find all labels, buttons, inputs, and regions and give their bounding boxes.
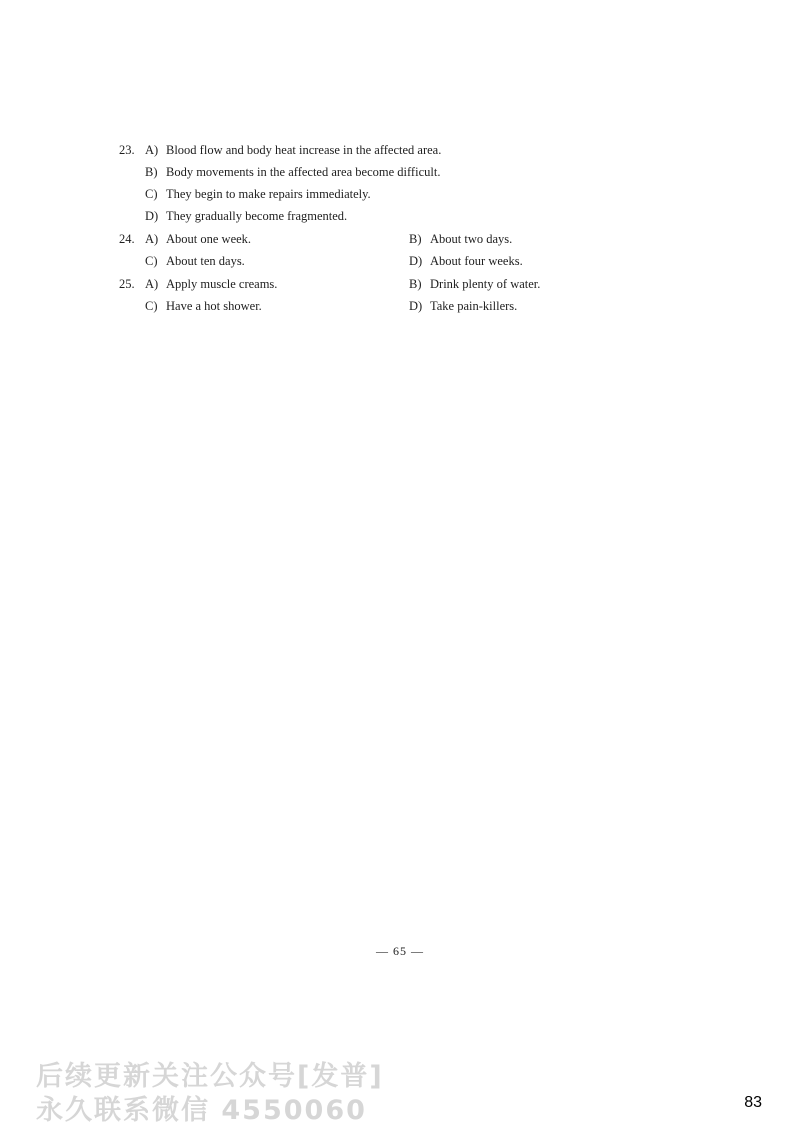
option-text: Have a hot shower. xyxy=(166,299,262,313)
watermark-line-1: 后续更新关注公众号[发普] xyxy=(36,1061,384,1092)
option-letter: D) xyxy=(409,299,423,313)
option-letter: B) xyxy=(409,277,422,291)
corner-page-number: 83 xyxy=(744,1094,762,1111)
option-text: About two days. xyxy=(430,232,513,246)
option-d xyxy=(409,296,517,316)
option-text: About one week. xyxy=(166,232,252,246)
question-list xyxy=(0,0,800,340)
option-c xyxy=(145,251,245,271)
option-d xyxy=(145,206,347,226)
question-number: 24. xyxy=(119,232,135,246)
watermark xyxy=(36,1060,384,1128)
option-letter: C) xyxy=(145,254,158,268)
option-text: They gradually become fragmented. xyxy=(166,209,348,223)
option-letter: A) xyxy=(145,232,159,246)
watermark-line-2: 永久联系微信 4550060 xyxy=(36,1095,367,1126)
option-text: They begin to make repairs immediately. xyxy=(166,187,371,201)
option-letter: A) xyxy=(145,277,159,291)
option-text: Drink plenty of water. xyxy=(430,277,541,291)
option-c xyxy=(145,296,262,316)
option-b xyxy=(409,229,512,249)
option-a xyxy=(145,140,441,160)
option-a xyxy=(145,274,277,294)
option-text: About ten days. xyxy=(166,254,245,268)
option-text: Apply muscle creams. xyxy=(166,277,278,291)
option-d xyxy=(409,251,523,271)
option-letter: B) xyxy=(145,165,158,179)
option-letter: D) xyxy=(409,254,423,268)
option-text: Body movements in the affected area become difficult. xyxy=(166,165,441,179)
option-c xyxy=(145,184,371,204)
option-b xyxy=(409,274,540,294)
option-letter: A) xyxy=(145,143,159,157)
option-letter: C) xyxy=(145,299,158,313)
option-letter: B) xyxy=(409,232,422,246)
option-letter: D) xyxy=(145,209,159,223)
option-text: Blood flow and body heat increase in the affected area. xyxy=(166,143,442,157)
option-text: Take pain-killers. xyxy=(430,299,518,313)
option-a xyxy=(145,229,251,249)
page-number: — 65 — xyxy=(376,944,424,958)
option-text: About four weeks. xyxy=(430,254,523,268)
option-letter: C) xyxy=(145,187,158,201)
question-number: 23. xyxy=(119,143,135,157)
option-b xyxy=(145,162,440,182)
question-number: 25. xyxy=(119,277,135,291)
